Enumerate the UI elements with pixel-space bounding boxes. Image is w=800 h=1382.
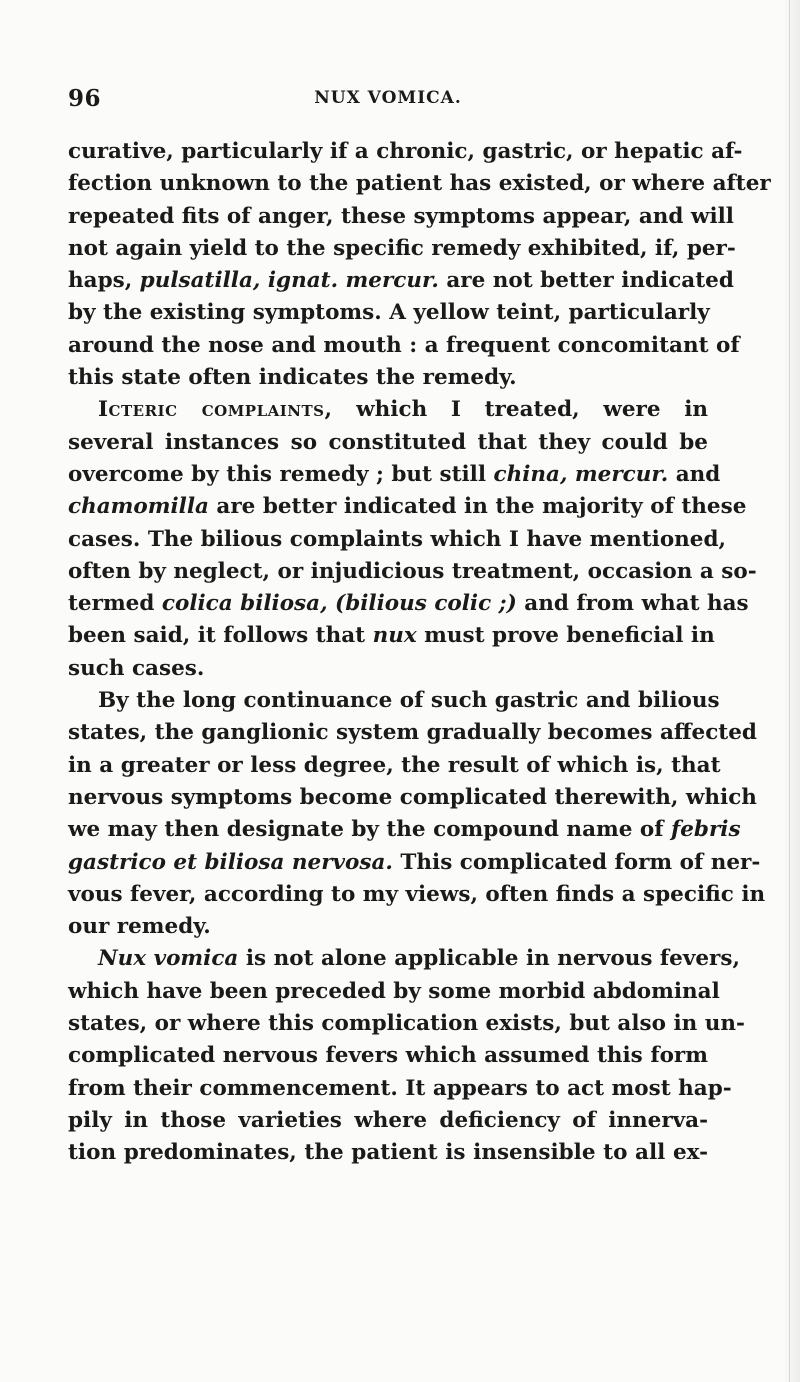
text-line: Nux vomica is not alone applicable in nervous fevers, xyxy=(98,946,740,972)
text-line: pily in those varieties where deficiency of innerva- xyxy=(68,1107,708,1133)
text-line: fection unknown to the patient has existed, or where after xyxy=(68,171,771,197)
text-line: often by neglect, or injudicious treatment, occasion a so- xyxy=(68,558,757,584)
text-line: our remedy. xyxy=(68,914,211,940)
text-line: termed colica biliosa, (bilious colic ;) and from what has xyxy=(68,591,749,617)
text-line: chamomilla are better indicated in the majority of these xyxy=(68,494,747,520)
text-line: we may then designate by the compound name of febris xyxy=(68,817,741,843)
text-line: by the existing symptoms. A yellow teint, particularly xyxy=(68,300,710,326)
scan-edge-line xyxy=(789,0,790,1382)
text-line: Icteric complaints, which I treated, were in xyxy=(98,397,708,423)
text-line: several instances so constituted that they could be xyxy=(68,429,708,455)
text-line: curative, particularly if a chronic, gastric, or hepatic af- xyxy=(68,139,743,164)
text-line: repeated fits of anger, these symptoms appear, and will xyxy=(68,203,734,229)
text-line: tion predominates, the patient is insensible to all ex- xyxy=(68,1140,708,1166)
scan-edge-shadow xyxy=(782,0,800,1382)
body-text xyxy=(68,136,771,1170)
text-line: from their commencement. It appears to act most hap- xyxy=(68,1075,732,1101)
text-line: gastrico et biliosa nervosa. This complicated form of ner- xyxy=(68,849,761,875)
text-line: such cases. xyxy=(68,655,205,681)
text-line: not again yield to the specific remedy exhibited, if, per- xyxy=(68,235,736,261)
text-line: haps, pulsatilla, ignat. mercur. are not better indicated xyxy=(68,268,734,294)
text-line: states, the ganglionic system gradually becomes affected xyxy=(68,720,757,746)
running-head: NUX VOMICA. xyxy=(314,88,462,108)
text-line: which have been preceded by some morbid abdominal xyxy=(68,978,720,1004)
text-line: around the nose and mouth : a frequent concomitant of xyxy=(68,332,740,358)
text-line: states, or where this complication exists, but also in un- xyxy=(68,1011,745,1037)
text-line: overcome by this remedy ; but still china, mercur. and xyxy=(68,461,721,487)
text-line: vous fever, according to my views, often finds a specific in xyxy=(68,881,766,907)
text-line: in a greater or less degree, the result of which is, that xyxy=(68,752,721,778)
text-line: cases. The bilious complaints which I have mentioned, xyxy=(68,526,727,552)
text-line: complicated nervous fevers which assumed this form xyxy=(68,1043,708,1069)
text-line: By the long continuance of such gastric and bilious xyxy=(98,688,720,714)
page-header xyxy=(68,85,708,125)
page-number: 96 xyxy=(68,85,102,112)
text-line: nervous symptoms become complicated therewith, which xyxy=(68,784,757,810)
text-line: this state often indicates the remedy. xyxy=(68,365,517,391)
text-line: been said, it follows that nux must prove beneficial in xyxy=(68,623,715,649)
